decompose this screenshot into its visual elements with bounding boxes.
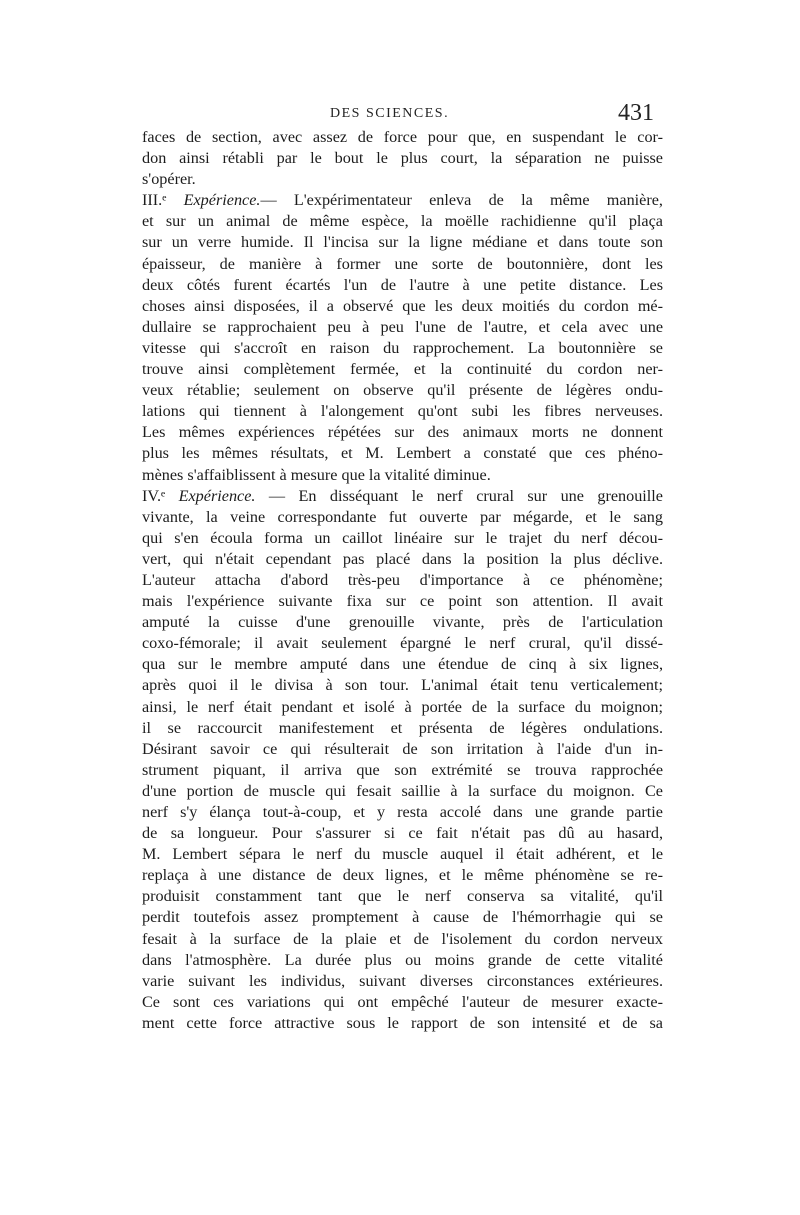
- body-text: [142, 127, 663, 1034]
- running-title: DES SCIENCES.: [330, 106, 450, 121]
- text-line: M. Lembert sépara le nerf du muscle auquel il était adhérent, et le: [142, 845, 663, 864]
- text-line: don ainsi rétabli par le bout le plus court, la séparation ne puisse: [142, 149, 663, 168]
- text-line: qui s'en écoula forma un caillot linéaire sur le trajet du nerf décou-: [142, 528, 663, 547]
- text-line: coxo-fémorale; il avait seulement épargné le nerf crural, qu'il dissé-: [142, 634, 663, 653]
- text-line: Les mêmes expériences répétées sur des animaux morts ne donnent: [142, 423, 663, 442]
- text-line: veux rétablie; seulement on observe qu'il présente de légères ondu-: [142, 381, 663, 400]
- text-line: replaça à une distance de deux lignes, et le même phénomène se re-: [142, 866, 663, 885]
- italic-heading: Expérience.: [183, 191, 261, 210]
- text-line: IV.ᵉ Expérience. — En disséquant le nerf crural sur une grenouille: [142, 486, 663, 505]
- text-line: après quoi il le divisa à son tour. L'animal était tenu verticalement;: [142, 676, 663, 695]
- text-line: choses ainsi disposées, il a observé que les deux moitiés du cordon mé-: [142, 296, 663, 315]
- text-line: L'auteur attacha d'abord très-peu d'importance à ce phénomène;: [142, 570, 663, 589]
- text-line: dullaire se rapprochaient peu à peu l'une de l'autre, et cela avec une: [142, 317, 663, 336]
- text-line: varie suivant les individus, suivant diverses circonstances extérieures.: [142, 971, 663, 990]
- text-line: nerf s'y élança tout-à-coup, et y resta accolé dans une grande partie: [142, 803, 663, 821]
- text-line: plus les mêmes résultats, et M. Lembert a constaté que ces phéno-: [142, 444, 663, 463]
- text-line: strument piquant, il arriva que son extrémité se trouva rapprochée: [142, 760, 663, 779]
- text-line: d'une portion de muscle qui fesait saillie à la surface du moignon. Ce: [142, 781, 663, 800]
- text-line: et sur un animal de même espèce, la moëlle rachidienne qu'il plaça: [142, 212, 663, 231]
- text-line: deux côtés furent écartés l'un de l'autre à une petite distance. Les: [142, 275, 663, 294]
- text-line: trouve ainsi complètement fermée, et la continuité du cordon ner-: [142, 360, 663, 379]
- text-line: de sa longueur. Pour s'assurer si ce fait n'était pas dû au hasard,: [142, 824, 663, 843]
- text-line: vert, qui n'était cependant pas placé dans la position la plus déclive.: [142, 549, 663, 568]
- text-line: mais l'expérience suivante fixa sur ce point son attention. Il avait: [142, 592, 663, 611]
- text-line: ainsi, le nerf était pendant et isolé à portée de la surface du moignon;: [142, 697, 663, 716]
- text-line: sur un verre humide. Il l'incisa sur la ligne médiane et dans toute son: [142, 233, 663, 252]
- italic-heading: Expérience.: [178, 486, 256, 505]
- text-line: vivante, la veine correspondante fut ouverte par mégarde, et le sang: [142, 507, 663, 526]
- text-line: qua sur le membre amputé dans une étendue de cinq à six lignes,: [142, 655, 663, 674]
- page-number: 431: [618, 100, 654, 126]
- text-line: amputé la cuisse d'une grenouille vivante, près de l'articulation: [142, 613, 663, 632]
- text-line: s'opérer.: [142, 170, 196, 189]
- text-line: mènes s'affaiblissent à mesure que la vitalité diminue.: [142, 465, 491, 484]
- text-line: épaisseur, de manière à former une sorte de boutonnière, dont les: [142, 254, 663, 273]
- text-line: faces de section, avec assez de force pour que, en suspendant le cor-: [142, 128, 663, 146]
- running-head: [0, 100, 800, 130]
- text-line: Désirant savoir ce qui résulterait de son irritation à l'aide d'un in-: [142, 739, 663, 758]
- text-line: perdit toutefois assez promptement à cause de l'hémorrhagie qui se: [142, 908, 663, 927]
- text-line: dans l'atmosphère. La durée plus ou moins grande de cette vitalité: [142, 950, 663, 969]
- text-line: vitesse qui s'accroît en raison du rapprochement. La boutonnière se: [142, 338, 663, 357]
- text-line: il se raccourcit manifestement et présenta de légères ondulations.: [142, 718, 663, 737]
- text-line: ment cette force attractive sous le rapport de son intensité et de sa: [142, 1013, 663, 1032]
- text-line: III.ᵉ Expérience.— L'expérimentateur enleva de la même manière,: [142, 191, 663, 210]
- text-line: lations qui tiennent à l'alongement qu'ont subi les fibres nerveuses.: [142, 402, 663, 421]
- text-line: produisit constamment tant que le nerf conserva sa vitalité, qu'il: [142, 887, 663, 906]
- text-line: Ce sont ces variations qui ont empêché l'auteur de mesurer exacte-: [142, 992, 663, 1011]
- text-line: fesait à la surface de la plaie et de l'isolement du cordon nerveux: [142, 929, 663, 948]
